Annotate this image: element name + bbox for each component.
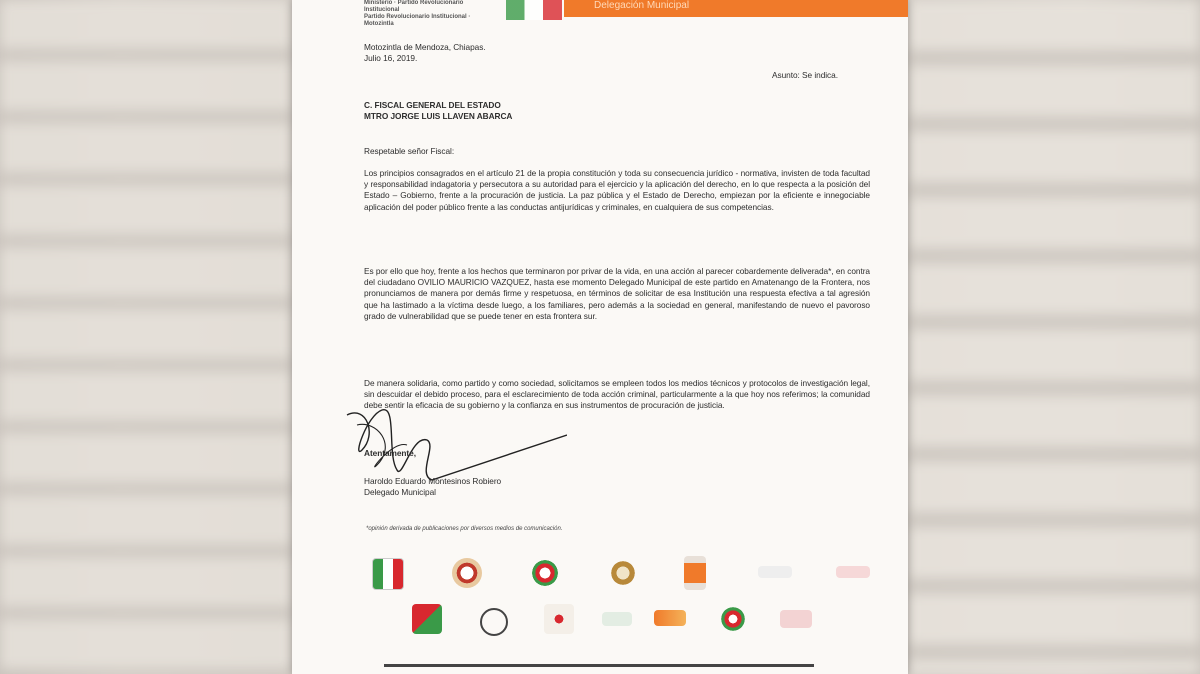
letter-page bbox=[292, 0, 908, 674]
ctm-logo-icon bbox=[836, 566, 870, 578]
letterhead-org bbox=[364, 0, 494, 28]
colosio-logo-icon bbox=[654, 610, 686, 626]
onmpri-logo-icon bbox=[684, 556, 706, 590]
recipient-name: MTRO JORGE LUIS LLAVEN ABARCA bbox=[364, 111, 513, 122]
date: Julio 16, 2019. bbox=[364, 53, 418, 64]
mn-logo-icon bbox=[780, 610, 812, 628]
salutation: Respetable señor Fiscal: bbox=[364, 146, 455, 156]
letterhead-org-line1: Ministerio · Partido Revolucionario Institucional bbox=[364, 0, 464, 13]
fnmt-logo-icon bbox=[480, 608, 508, 636]
blurred-background-left bbox=[0, 0, 292, 674]
fjr-logo-icon bbox=[608, 558, 638, 588]
signer-name: Haroldo Eduardo Montesinos Robiero bbox=[364, 476, 502, 486]
footer-rule bbox=[384, 664, 814, 667]
une-logo-icon bbox=[412, 604, 442, 634]
pri-logo-icon bbox=[372, 558, 404, 590]
lr-logo-icon bbox=[602, 612, 632, 626]
signer-block bbox=[364, 476, 501, 498]
pri-logo bbox=[506, 0, 562, 20]
signer-title: Delegado Municipal bbox=[364, 487, 436, 498]
paragraph-3: De manera solidaria, como partido y como sociedad, solicitamos se empleen todos los medios técnicos y protocolos de investigación legal, sin descuidar el debido proceso, para el esclarecimiento de toda acción criminal, particularmente a la que hoy nos referimos; la comunidad debe sentir la eficacia de su gobierno y la confianza en sus instrumentos de procuración de justicia. bbox=[364, 378, 870, 411]
letterhead-band bbox=[564, 0, 908, 17]
blurred-background-right bbox=[908, 0, 1200, 674]
subject: Asunto: Se indica. bbox=[772, 70, 838, 80]
footnote: *opinión derivada de publicaciones por diversos medios de comunicación. bbox=[366, 526, 563, 532]
letterhead-band-text: Delegación Municipal bbox=[594, 0, 690, 11]
letterhead-org-line2: Partido Revolucionario Institucional · Motozintla bbox=[364, 14, 471, 27]
place: Motozintla de Mendoza, Chiapas. bbox=[364, 42, 486, 52]
cnc-logo-icon bbox=[452, 558, 482, 588]
cnop-logo-icon bbox=[530, 558, 560, 588]
croc-logo-icon bbox=[544, 604, 574, 634]
recipient-block bbox=[364, 100, 512, 122]
paragraph-1: Los principios consagrados en el artículo 21 de la propia constitución y toda su consecuencia jurídico - normativa, invisten de toda facultad y responsabilidad indagatoria y persecutora a su autoridad para el ejercicio y la aplicación del derecho, en lo que respecta a la posición del Estado – Gobierno, frente a la procuración de justicia. La paz pública y el Estado de Derecho, empiezan por la eficiente e innegociable aplicación del poder público frente a las conductas antijurídicas y criminales, en cualquiera de sus competencias. bbox=[364, 168, 870, 212]
recipient-title: C. FISCAL GENERAL DEL ESTADO bbox=[364, 100, 501, 110]
closing: Atentamente, bbox=[364, 448, 416, 458]
mt-logo-icon bbox=[758, 566, 792, 578]
place-date bbox=[364, 42, 486, 64]
paragraph-2: Es por ello que hoy, frente a los hechos que terminaron por privar de la vida, en una acción al parecer cobardemente deliverada*, en contra del ciudadano OVILIO MAURICIO VAZQUEZ, hasta ese momento Delegado Municipal de este partido en Amatenango de la Frontera, nos pronunciamos de manera por demás firme y respetuosa, en términos de solicitar de esa Institución una respuesta efectiva a tal agresión que ha lastimado a la víctima desde luego, a los familiares, pero además a la sociedad en general, manifestando de nuevo el pavoroso grado de vulnerabilidad que se puede tener en esta frontera sur. bbox=[364, 266, 870, 321]
icadep-logo-icon bbox=[718, 604, 748, 634]
